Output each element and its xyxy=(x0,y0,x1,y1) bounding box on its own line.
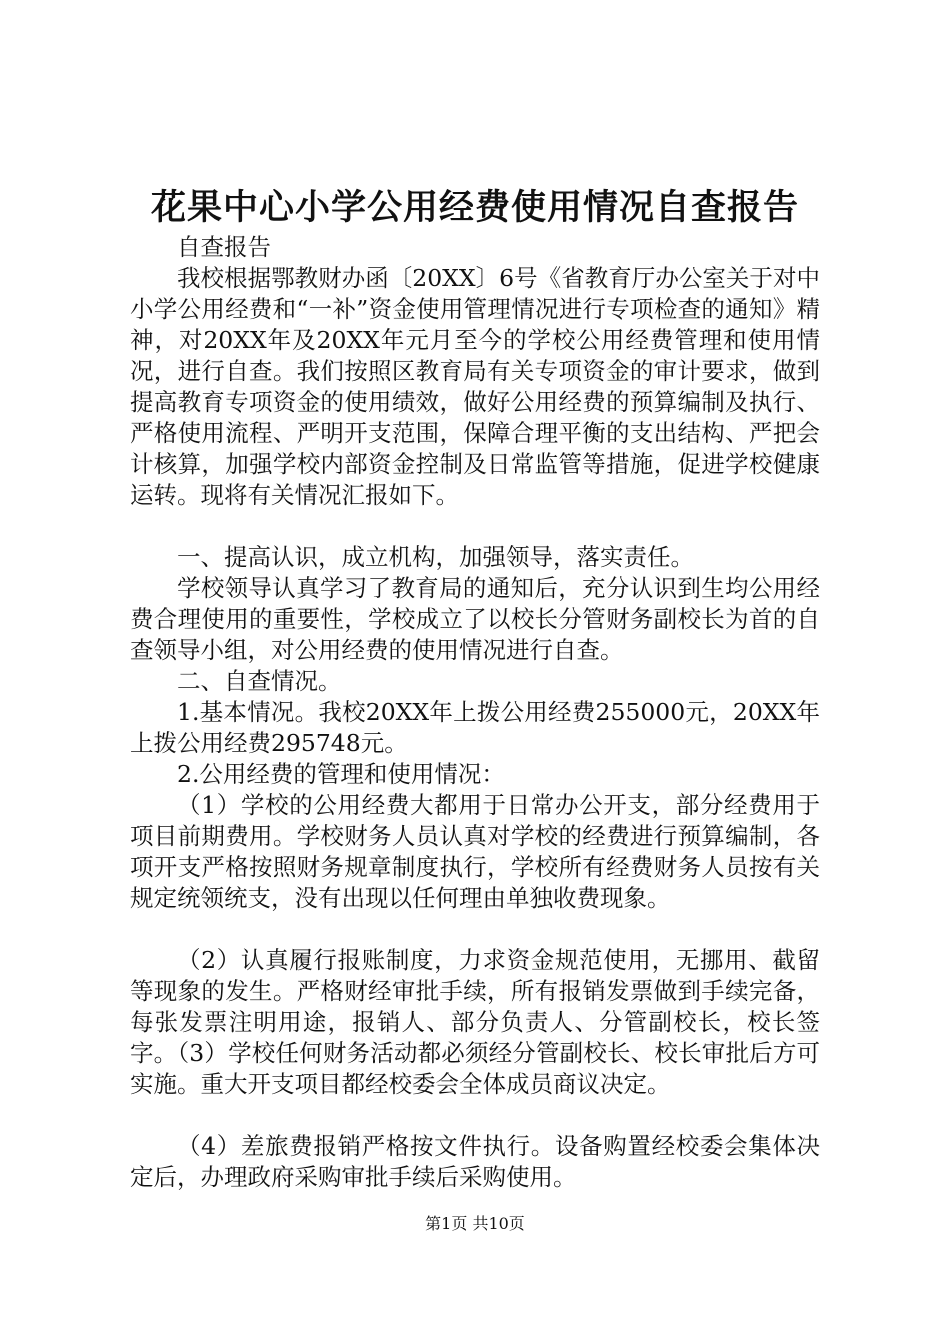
paragraph-management-heading: 2.公用经费的管理和使用情况： xyxy=(177,760,505,788)
section-heading-1: 一、提高认识，成立机构，加强领导，落实责任。 xyxy=(177,543,694,571)
paragraph-item-1: （1）学校的公用经费大都用于日常办公开支，部分经费用于项目前期费用。学校财务人员认真对学校的经费进行预算编制，各项开支严格按照财务规章制度执行，学校所有经费财务人员按有关规定统领统支，没有出现以任何理由单独收费现象。 xyxy=(130,791,820,912)
section-heading-2: 二、自查情况。 xyxy=(177,667,342,695)
paragraph-section-1: 学校领导认真学习了教育局的通知后，充分认识到生均公用经费合理使用的重要性，学校成立了以校长分管财务副校长为首的自查领导小组，对公用经费的使用情况进行自查。 xyxy=(130,574,820,664)
document-title: 花果中心小学公用经费使用情况自查报告 xyxy=(150,188,799,228)
paragraph-item-2-3: （2）认真履行报账制度，力求资金规范使用，无挪用、截留等现象的发生。严格财经审批手续，所有报销发票做到手续完备，每张发票注明用途，报销人、部分负责人、分管副校长，校长签字。（3）学校任何财务活动都必须经分管副校长、校长审批后方可实施。重大开支项目都经校委会全体成员商议决定。 xyxy=(130,946,820,1098)
document-body xyxy=(130,232,820,1193)
paragraph-basic-info: 1.基本情况。我校20XX年上拨公用经费255000元，20XX年上拨公用经费295748元。 xyxy=(130,698,820,757)
page-footer: 第1页 共10页 xyxy=(425,1214,525,1233)
paragraph-intro: 我校根据鄂教财办函〔20XX〕6号《省教育厅办公室关于对中小学公用经费和“一补”资金使用管理情况进行专项检查的通知》精神，对20XX年及20XX年元月至今的学校公用经费管理和使用情况，进行自查。我们按照区教育局有关专项资金的审计要求，做到提高教育专项资金的使用绩效，做好公用经费的预算编制及执行、严格使用流程、严明开支范围，保障合理平衡的支出结构、严把会计核算，加强学校内部资金控制及日常监管等措施，促进学校健康运转。现将有关情况汇报如下。 xyxy=(130,264,820,509)
paragraph-heading: 自查报告 xyxy=(177,233,271,261)
paragraph-item-4: （4）差旅费报销严格按文件执行。设备购置经校委会集体决定后，办理政府采购审批手续后采购使用。 xyxy=(130,1132,820,1191)
